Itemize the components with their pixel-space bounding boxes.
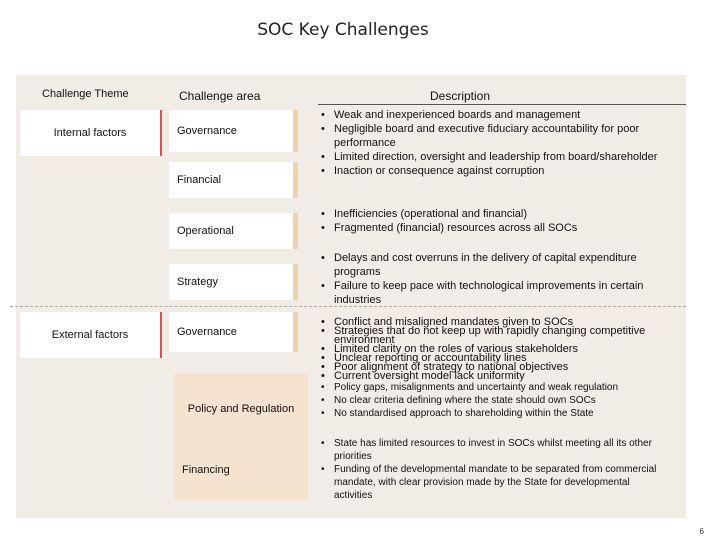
area-financial: Financial <box>169 162 298 198</box>
list-item: • Delays and cost overruns in the delivery of capital expenditure programs <box>318 251 678 279</box>
list-item: • Funding of the developmental mandate to be separated from commercial mandate, with clear provision made by the State for developmental activities <box>318 463 658 502</box>
description-policy-regulation <box>318 381 678 420</box>
list-item: • State has limited resources to invest in SOCs whilst meeting all its other priorities <box>318 437 658 463</box>
description-strategy <box>318 251 678 307</box>
header-challenge-area: Challenge area <box>179 89 261 103</box>
list-item: • No standardised approach to shareholding within the State <box>318 407 678 420</box>
description-operational <box>318 207 678 235</box>
list-item: • Inefficiencies (operational and financial) <box>318 207 678 221</box>
list-item: • Negligible board and executive fiduciary accountability for poor performance <box>318 122 678 150</box>
theme-internal-factors: Internal factors <box>20 110 162 156</box>
list-item: • Inaction or consequence against corruption <box>318 164 678 178</box>
list-item: • Limited direction, oversight and leadership from board/shareholder <box>318 150 678 164</box>
list-item: • Weak and inexperienced boards and management <box>318 108 678 122</box>
list-item: • Failure to keep pace with technological improvements in certain industries <box>318 279 678 307</box>
theme-external-factors: External factors <box>20 312 162 358</box>
list-item: • Poor alignment of strategy to national objectives <box>318 363 678 372</box>
area-policy-regulation: Policy and Regulation <box>174 373 308 445</box>
description-financing <box>318 437 658 502</box>
page-title: SOC Key Challenges <box>257 20 429 40</box>
area-operational: Operational <box>169 213 298 249</box>
header-rule <box>318 104 686 105</box>
list-item: • Strategies that do not keep up with rapidly changing competitive environment <box>318 327 678 345</box>
area-strategy: Strategy <box>169 264 298 300</box>
list-item: • Unclear reporting or accountability lines <box>318 354 678 363</box>
area-governance-external: Governance <box>169 312 298 352</box>
list-item: • Fragmented (financial) resources across all SOCs <box>318 221 678 235</box>
description-external-governance <box>318 318 678 381</box>
list-item: • Limited clarity on the roles of various stakeholders <box>318 345 678 354</box>
list-item: • Current oversight model lack uniformity <box>318 372 678 381</box>
area-governance-internal: Governance <box>169 110 298 152</box>
header-challenge-theme: Challenge Theme <box>42 88 129 100</box>
list-item: • Policy gaps, misalignments and uncertainty and weak regulation <box>318 381 678 394</box>
page-number: 6 <box>699 527 704 536</box>
area-financing: Financing <box>174 440 308 500</box>
description-internal-governance-financial <box>318 108 678 178</box>
list-item: • No clear criteria defining where the state should own SOCs <box>318 394 678 407</box>
header-description: Description <box>430 89 491 103</box>
list-item: • Conflict and misaligned mandates given to SOCs <box>318 318 678 327</box>
